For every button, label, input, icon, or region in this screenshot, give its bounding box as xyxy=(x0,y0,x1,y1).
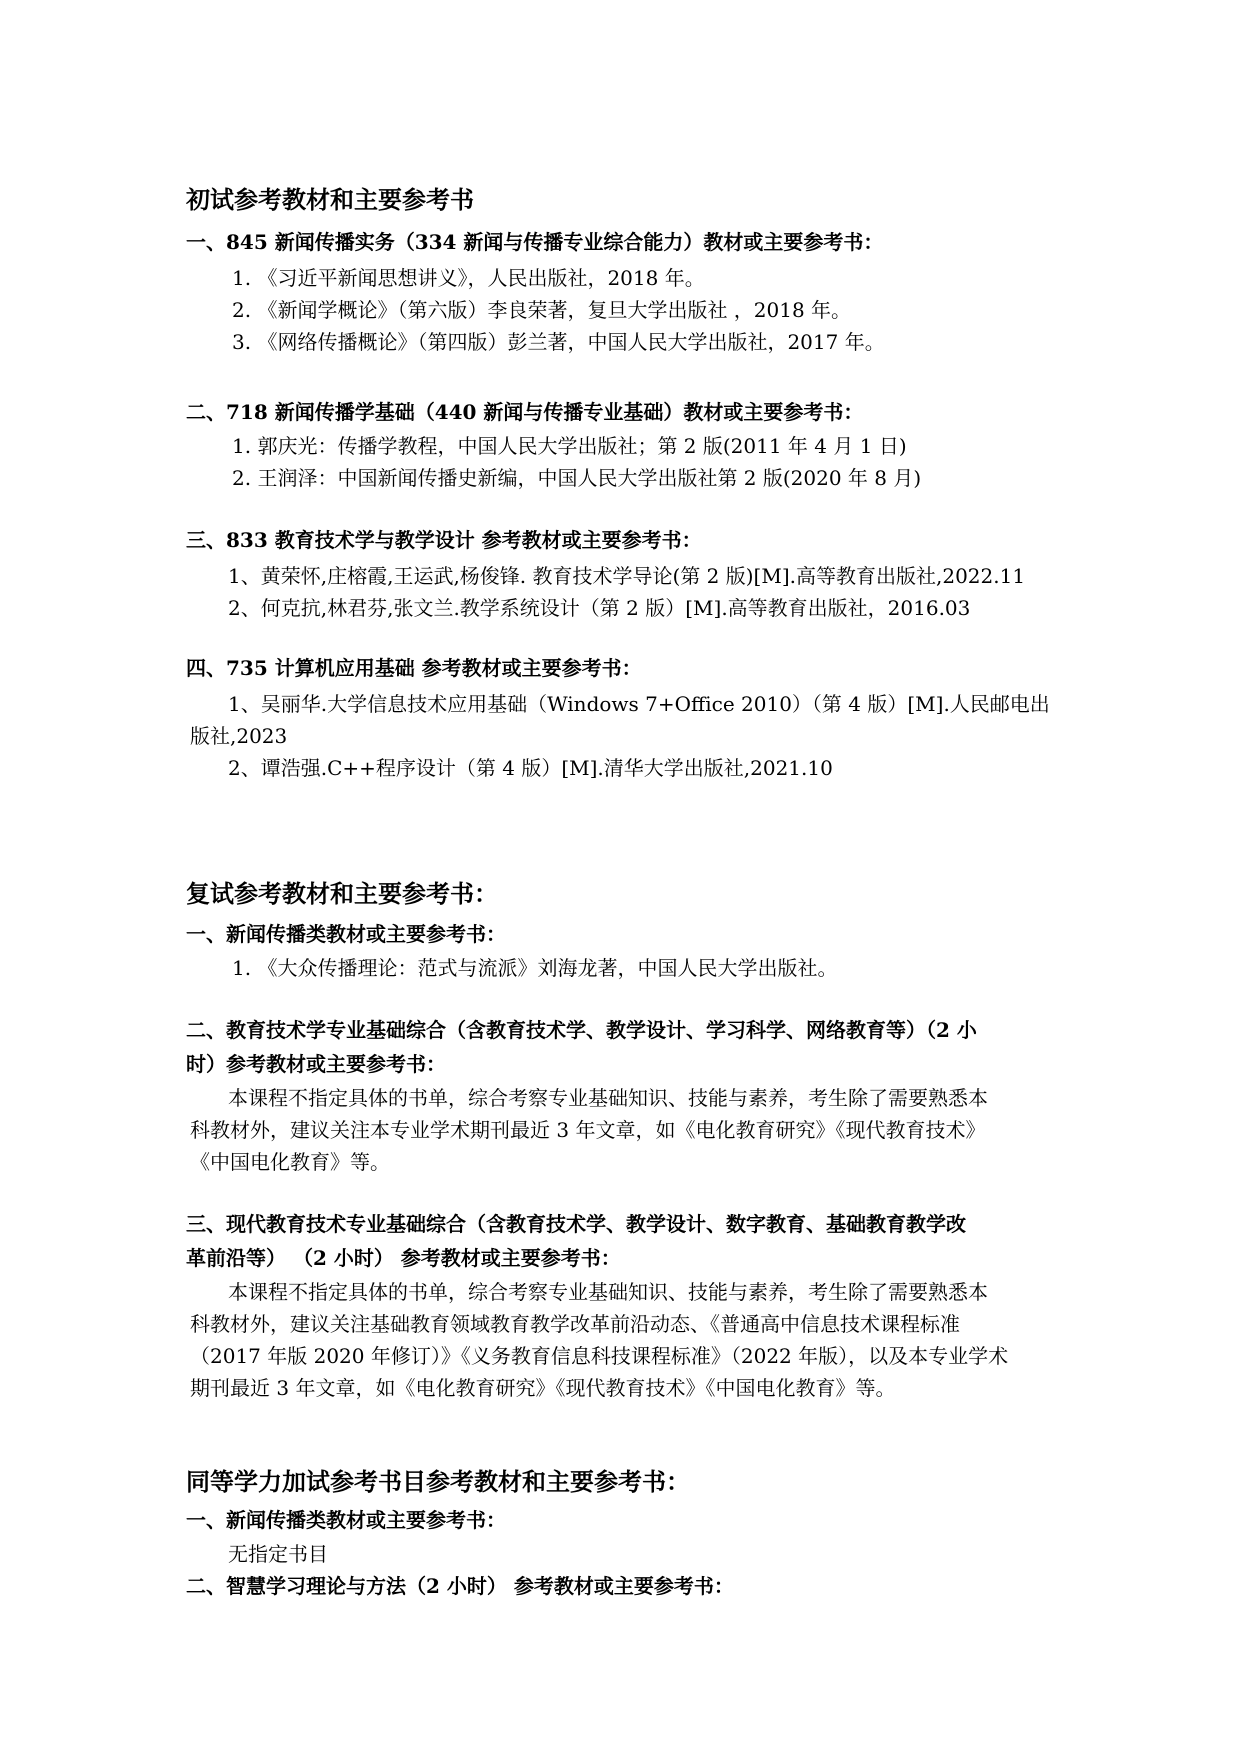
retest-edtech-heading-line2: 时）参考教材或主要参考书： xyxy=(186,1052,446,1076)
list-item: 1. 郭庆光：传播学教程，中国人民大学出版社；第 2 版(2011 年 4 月 1 日) xyxy=(232,434,907,458)
paragraph-line: （2017 年版 2020 年修订）》《义务教育信息科技课程标准》（2022 年版），以及本专业学术 xyxy=(190,1344,1009,1368)
list-item: 2、何克抗,林君芬,张文兰.教学系统设计（第 2 版）[M].高等教育出版社，2016.03 xyxy=(228,596,971,620)
retest-modern-edtech-heading: 三、现代教育技术专业基础综合（含教育技术学、教学设计、数字教育、基础教育教学改 xyxy=(186,1212,966,1236)
section-833-heading: 三、833 教育技术学与教学设计 参考教材或主要参考书： xyxy=(186,528,702,552)
retest-modern-edtech-heading-line2: 革前沿等） （2 小时） 参考教材或主要参考书： xyxy=(186,1246,621,1270)
list-item: 2. 《新闻学概论》（第六版）李良荣著，复旦大学出版社 ，2018 年。 xyxy=(232,298,852,322)
paragraph-line: 科教材外，建议关注基础教育领域教育教学改革前沿动态、《普通高中信息技术课程标准 xyxy=(190,1312,960,1336)
list-item: 1、吴丽华.大学信息技术应用基础（Windows 7+Office 2010）（第 4 版）[M].人民邮电出 xyxy=(228,692,1050,716)
retest-news-heading: 一、新闻传播类教材或主要参考书： xyxy=(186,922,506,946)
list-item-continuation: 版社,2023 xyxy=(190,724,288,748)
list-item: 3. 《网络传播概论》（第四版）彭兰著，中国人民大学出版社，2017 年。 xyxy=(232,330,885,354)
list-item: 2. 王润泽：中国新闻传播史新编，中国人民大学出版社第 2 版(2020 年 8 月) xyxy=(232,466,922,490)
retest-title: 复试参考教材和主要参考书： xyxy=(186,879,498,908)
paragraph-line: 本课程不指定具体的书单，综合考察专业基础知识、技能与素养，考生除了需要熟悉本 xyxy=(228,1280,988,1304)
section-845-heading: 一、845 新闻传播实务（334 新闻与传播专业综合能力）教材或主要参考书： xyxy=(186,230,884,254)
list-item: 2、谭浩强.C++程序设计（第 4 版）[M].清华大学出版社,2021.10 xyxy=(228,756,833,780)
section-735-heading: 四、735 计算机应用基础 参考教材或主要参考书： xyxy=(186,656,642,680)
paragraph-line: 期刊最近 3 年文章，如《电化教育研究》《现代教育技术》《中国电化教育》等。 xyxy=(190,1376,896,1400)
equivalent-news-heading: 一、新闻传播类教材或主要参考书： xyxy=(186,1508,506,1532)
section-718-heading: 二、718 新闻传播学基础（440 新闻与传播专业基础）教材或主要参考书： xyxy=(186,400,864,424)
paragraph-line: 《中国电化教育》等。 xyxy=(190,1150,390,1174)
retest-edtech-heading: 二、教育技术学专业基础综合（含教育技术学、教学设计、学习科学、网络教育等）（2 小 xyxy=(186,1018,977,1042)
list-item: 1. 《习近平新闻思想讲义》，人民出版社，2018 年。 xyxy=(232,266,705,290)
initial-exam-title: 初试参考教材和主要参考书 xyxy=(186,185,474,214)
list-item: 1. 《大众传播理论：范式与流派》刘海龙著，中国人民大学出版社。 xyxy=(232,956,838,980)
equivalent-smart-learning-heading: 二、智慧学习理论与方法（2 小时） 参考教材或主要参考书： xyxy=(186,1574,734,1598)
paragraph-line: 科教材外，建议关注本专业学术期刊最近 3 年文章，如《电化教育研究》《现代教育技术》 xyxy=(190,1118,986,1142)
list-item: 1、黄荣怀,庄榕霞,王运武,杨俊锋. 教育技术学导论(第 2 版)[M].高等教育出版社,2022.11 xyxy=(228,564,1026,588)
paragraph-line: 本课程不指定具体的书单，综合考察专业基础知识、技能与素养，考生除了需要熟悉本 xyxy=(228,1086,988,1110)
equivalent-test-title: 同等学力加试参考书目参考教材和主要参考书： xyxy=(186,1467,690,1496)
no-specified-books-text: 无指定书目 xyxy=(228,1542,328,1566)
